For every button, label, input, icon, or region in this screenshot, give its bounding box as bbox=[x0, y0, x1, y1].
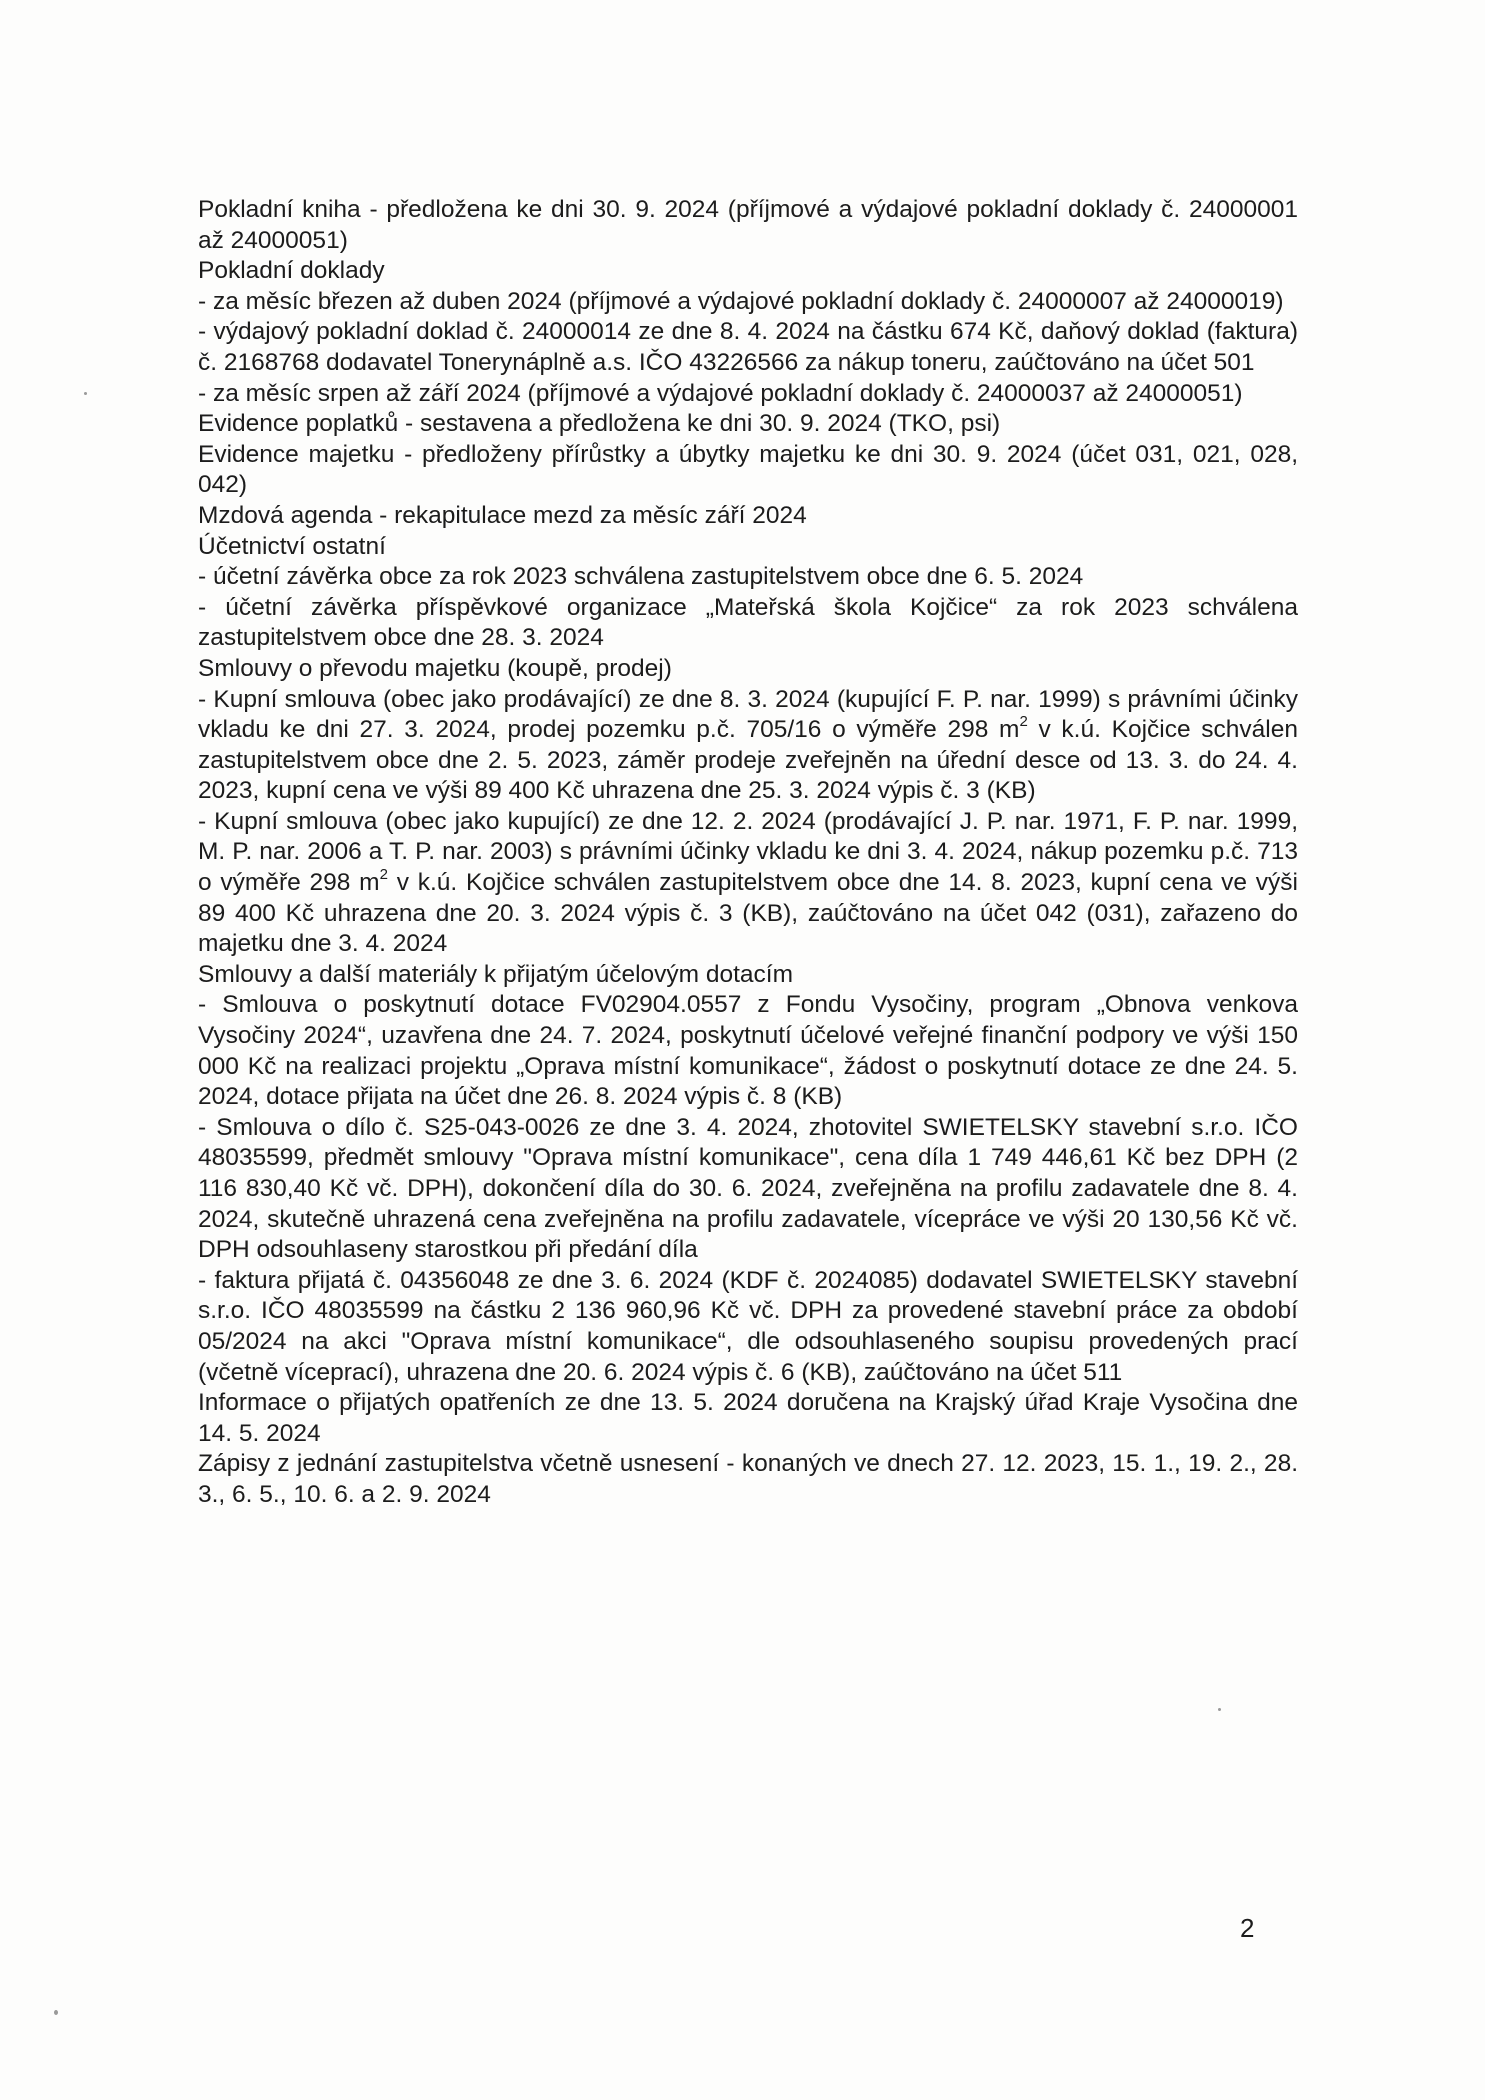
page-number: 2 bbox=[1240, 1913, 1255, 1943]
paragraph-purchase-contract-buy bbox=[198, 807, 1298, 960]
paragraph-expense-voucher: - výdajový pokladní doklad č. 24000014 ze dne 8. 4. 2024 na částku 674 Kč, daňový doklad (faktura) č. 2168768 dodavatel Tonerynáplně a.s. IČO 43226566 za nákup toneru, zaúčtováno na účet 501 bbox=[198, 318, 1298, 376]
paragraph-received-invoice: - faktura přijatá č. 04356048 ze dne 3. 6. 2024 (KDF č. 2024085) dodavatel SWIETELSKY stavební s.r.o. IČO 48035599 na částku 2 136 960,96 Kč vč. DPH za provedené stavební práce za období 05/2024 na akci "Oprava místní komunikace“, dle odsouhlaseného soupisu provedených prací (včetně víceprací), uhrazena dne 20. 6. 2024 výpis č. 6 (KB), zaúčtováno na účet 511 bbox=[198, 1266, 1298, 1386]
paragraph-fee-records: Evidence poplatků - sestavena a předložena ke dni 30. 9. 2024 (TKO, psi) bbox=[198, 410, 1001, 438]
paragraph-cash-documents-august-september: - za měsíc srpen až září 2024 (příjmové a výdajové pokladní doklady č. 24000037 až 24000051) bbox=[198, 379, 1243, 407]
square-meter-superscript: 2 bbox=[379, 865, 388, 883]
scan-speck bbox=[54, 2010, 58, 2015]
scan-speck bbox=[1218, 1708, 1221, 1711]
purchase-contract-buy-text-continued: v k.ú. Kojčice schválen zastupitelstvem obce dne 14. 8. 2023, kupní cena ve výši 89 400 Kč uhrazena dne 20. 3. 2024 výpis č. 3 (KB), zaúčtováno na účet 042 (031), zařazeno do majetku dne 3. 4. 2024 bbox=[198, 869, 1299, 958]
paragraph-cash-book: Pokladní kniha - předložena ke dni 30. 9. 2024 (příjmové a výdajové pokladní doklady č. 24000001 až 24000051) bbox=[198, 196, 1298, 254]
square-meter-superscript: 2 bbox=[1019, 712, 1028, 730]
paragraph-measures-information: Informace o přijatých opatřeních ze dne 13. 5. 2024 doručena na Krajský úřad Kraje Vysočina dne 14. 5. 2024 bbox=[198, 1389, 1298, 1447]
paragraph-accounting-other-heading: Účetnictví ostatní bbox=[198, 532, 386, 560]
purchase-contract-sale-text: - Kupní smlouva (obec jako prodávající) ze dne 8. 3. 2024 (kupující F. P. nar. 1999) s právními účinky vkladu ke dni 27. 3. 2024, prodej pozemku p.č. 705/16 o výměře 298 m bbox=[198, 685, 1298, 744]
paragraph-property-transfer-heading: Smlouvy o převodu majetku (koupě, prodej) bbox=[198, 654, 672, 682]
paragraph-asset-records: Evidence majetku - předloženy přírůstky a úbytky majetku ke dni 30. 9. 2024 (účet 031, 021, 028, 042) bbox=[198, 440, 1298, 499]
purchase-contract-buy-text: - Kupní smlouva (obec jako kupující) ze dne 12. 2. 2024 (prodávající J. P. nar. 1971, F. P. nar. 1999, M. P. nar. 2006 a T. P. nar. 2003) s právními účinky vkladu ke dni 3. 4. 2024, nákup pozemku p.č. 713 o výměře 298 m bbox=[198, 807, 1298, 897]
scan-speck bbox=[84, 392, 87, 395]
paragraph-purchase-contract-sale bbox=[198, 685, 1298, 807]
paragraph-cash-documents-march-april: - za měsíc březen až duben 2024 (příjmové a výdajové pokladní doklady č. 24000007 až 24000019) bbox=[198, 287, 1284, 315]
paragraph-cash-documents-heading: Pokladní doklady bbox=[198, 257, 385, 285]
page-body bbox=[198, 195, 1298, 1511]
paragraph-council-minutes: Zápisy z jednání zastupitelstva včetně usnesení - konaných ve dnech 27. 12. 2023, 15. 1., 19. 2., 28. 3., 6. 5., 10. 6. a 2. 9. 2024 bbox=[198, 1450, 1298, 1508]
paragraph-subsidy-heading: Smlouvy a další materiály k přijatým účelovým dotacím bbox=[198, 960, 793, 988]
paragraph-kindergarten-financial-statement: - účetní závěrka příspěvkové organizace „Mateřská škola Kojčice“ za rok 2023 schválena zastupitelstvem obce dne 28. 3. 2024 bbox=[198, 593, 1298, 652]
paragraph-subsidy-contract: - Smlouva o poskytnutí dotace FV02904.0557 z Fondu Vysočiny, program „Obnova venkova Vysočiny 2024“, uzavřena dne 24. 7. 2024, poskytnutí účelové veřejné finanční podpory ve výši 150 000 Kč na realizaci projektu „Oprava místní komunikace“, žádost o poskytnutí dotace ze dne 24. 5. 2024, dotace přijata na účet dne 26. 8. 2024 výpis č. 8 (KB) bbox=[198, 991, 1298, 1111]
purchase-contract-sale-text-continued: v k.ú. Kojčice schválen zastupitelstvem obce dne 2. 5. 2023, záměr prodeje zveřejněn na úřední desce od 13. 3. do 24. 4. 2023, kupní cena ve výši 89 400 Kč uhrazena dne 25. 3. 2024 výpis č. 3 (KB) bbox=[198, 716, 1298, 805]
paragraph-payroll: Mzdová agenda - rekapitulace mezd za měsíc září 2024 bbox=[198, 501, 807, 529]
paragraph-work-contract: - Smlouva o dílo č. S25-043-0026 ze dne 3. 4. 2024, zhotovitel SWIETELSKY stavební s.r.o. IČO 48035599, předmět smlouvy "Oprava místní komunikace", cena díla 1 749 446,61 Kč bez DPH (2 116 830,40 Kč vč. DPH), dokončení díla do 30. 6. 2024, zveřejněna na profilu zadavatele dne 8. 4. 2024, skutečně uhrazená cena zveřejněna na profilu zadavatele, vícepráce ve výši 20 130,56 Kč vč. DPH odsouhlaseny starostkou při předání díla bbox=[198, 1113, 1298, 1264]
paragraph-municipal-financial-statement: - účetní závěrka obce za rok 2023 schválena zastupitelstvem obce dne 6. 5. 2024 bbox=[198, 563, 1084, 591]
